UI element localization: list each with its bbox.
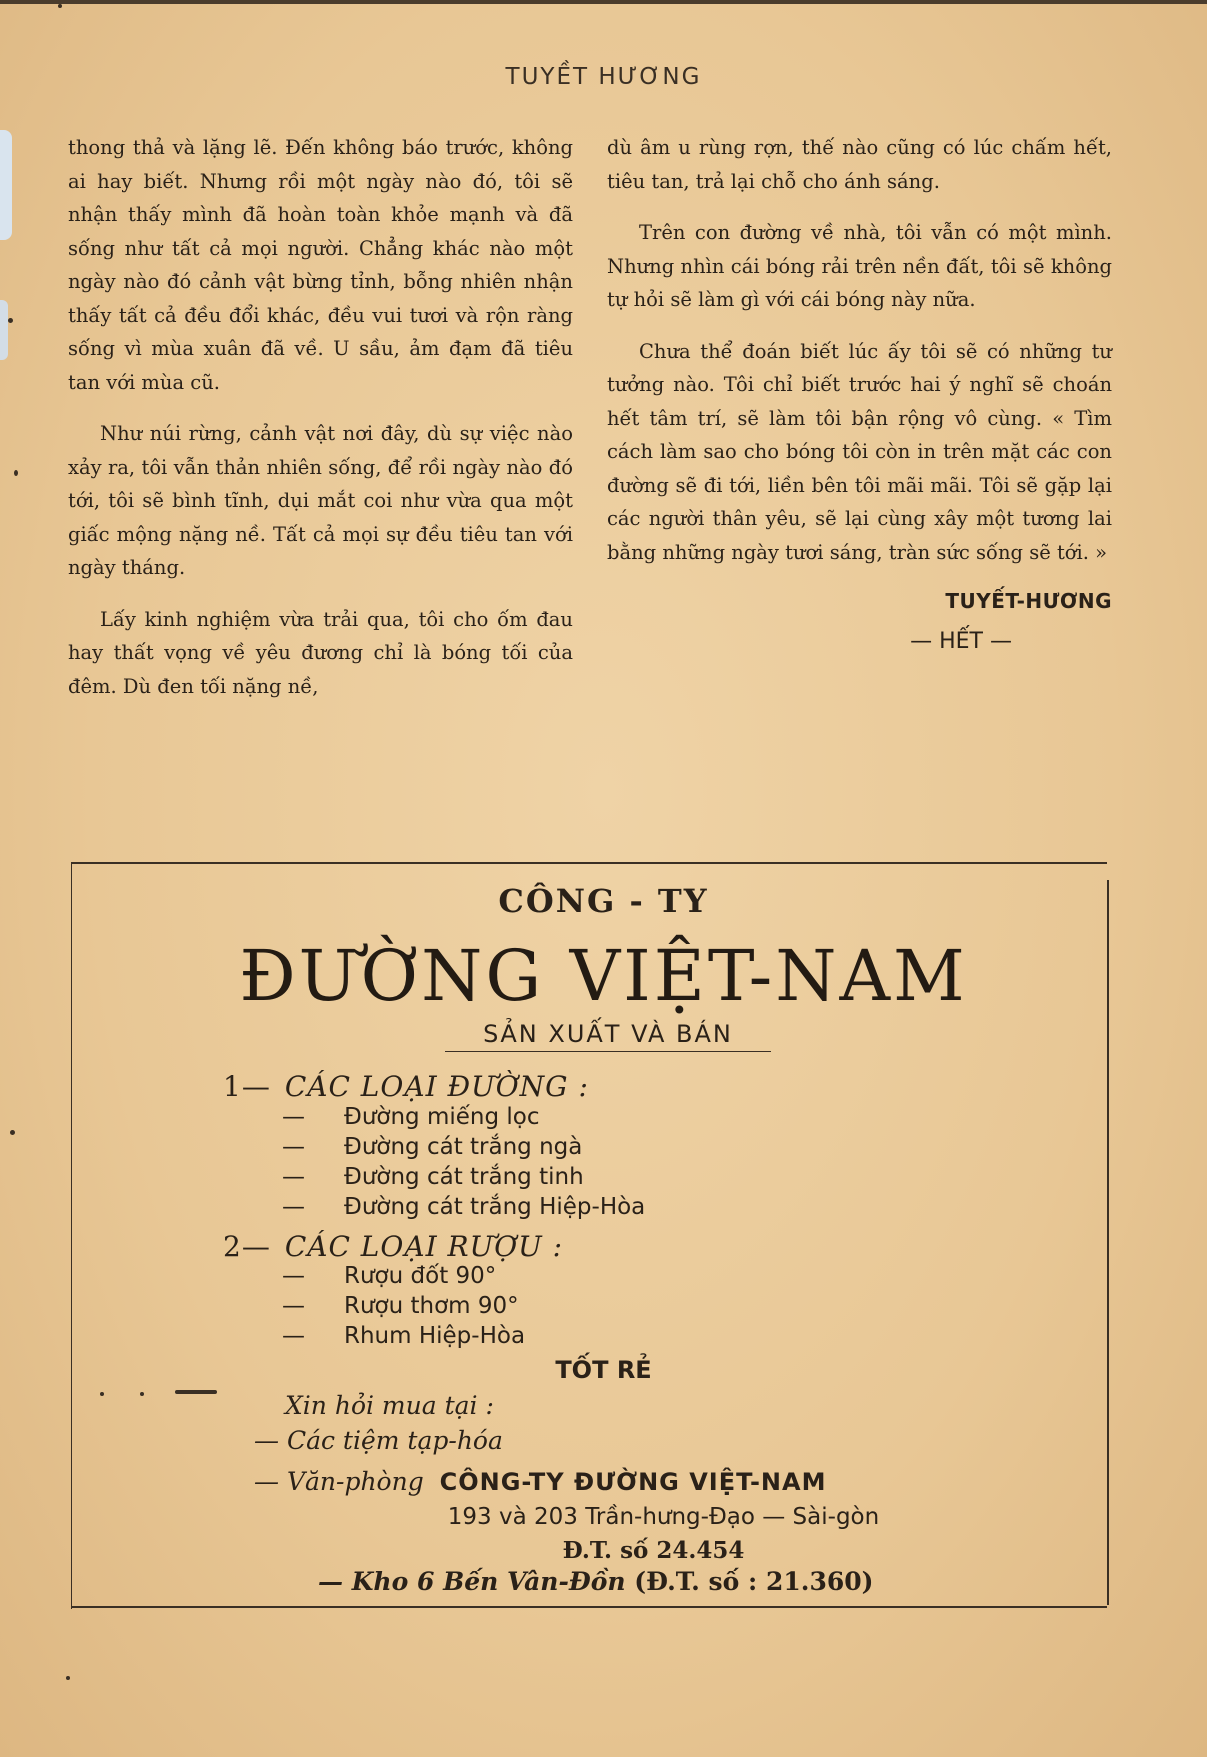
paragraph: thong thả và lặng lẽ. Đến không báo trước, không ai hay biết. Nhưng rồi một ngày nào đó, tôi sẽ nhận thấy mình đã hoàn toàn khỏe mạnh và đã sống như tất cả mọi người. Chẳng khác nào một ngày nào đó cảnh vật bừng tỉnh, bỗng nhiên nhận thấy tất cả đều đổi khác, đều vui tươi và rộn ràng sống vì mùa xuân đã về. U sầu, ảm đạm đã tiêu tan với mùa cũ. xyxy=(68,136,573,394)
ad-buy-store: — Các tiệm tạp-hóa xyxy=(254,1426,503,1455)
ad-list-item: — Đường cát trắng Hiệp-Hòa xyxy=(282,1194,646,1220)
paragraph: Trên con đường về nhà, tôi vẫn có một mình. Nhưng nhìn cái bóng rải trên nền đất, tôi sẽ không tự hỏi sẽ làm gì với cái bóng này nữa. xyxy=(607,221,1112,311)
ad-buy-intro: Xin hỏi mua tại : xyxy=(285,1391,494,1420)
text-column-right xyxy=(607,131,1112,658)
paragraph: Chưa thể đoán biết lúc ấy tôi sẽ có những tư tưởng nào. Tôi chỉ biết trước hai ý nghĩ sẽ choán hết tâm trí, sẽ làm tôi bận rộng vô cùng. « Tìm cách làm sao cho bóng tôi còn in trên mặt các con đường sẽ đi tới, liền bên tôi mãi mãi. Tôi sẽ gặp lại các người thân yêu, sẽ lại cùng xây một tương lai bằng những ngày tươi sáng, tràn sức sống sẽ tới. » xyxy=(607,339,1112,564)
ad-company-label: CÔNG - TY xyxy=(498,882,709,920)
section-title: CÁC LOẠI ĐƯỜNG : xyxy=(284,1070,589,1103)
ad-section-2-title xyxy=(223,1230,563,1263)
ad-border-bottom xyxy=(72,1606,1107,1608)
ad-warehouse: — Kho 6 Bến Vân-Đồn (Đ.T. số : 21.360) xyxy=(318,1567,874,1596)
paper-scratch xyxy=(175,1390,217,1394)
ad-list-item: — Rhum Hiệp-Hòa xyxy=(282,1323,526,1349)
paper-speck xyxy=(14,470,18,476)
text-column-left xyxy=(68,131,573,721)
page-top-edge xyxy=(0,0,1207,4)
ad-list-item: — Đường cát trắng ngà xyxy=(282,1134,583,1160)
paragraph: Lấy kinh nghiệm vừa trải qua, tôi cho ốm đau hay thất vọng về yêu đương chỉ là bóng tối của đêm. Dù đen tối nặng nề, xyxy=(68,607,573,698)
ad-phone: Đ.T. số 24.454 xyxy=(562,1537,745,1564)
running-head: TUYỀT HƯƠNG xyxy=(505,64,702,90)
ad-list-item: — Đường cát trắng tinh xyxy=(282,1164,584,1190)
paragraph: Như núi rừng, cảnh vật nơi đây, dù sự việc nào xảy ra, tôi vẫn thản nhiên sống, để rồi ngày nào đó tới, tôi sẽ bình tĩnh, dụi mắt coi như vừa qua một giấc mộng nặng nề. Tất cả mọi sự đều tiêu tan với ngày tháng. xyxy=(68,422,573,579)
end-mark: — HẾT — xyxy=(910,628,1012,654)
paper-speck xyxy=(66,1676,70,1680)
paper-speck xyxy=(8,318,13,323)
ad-subtitle: SẢN XUẤT VÀ BÁN xyxy=(445,1020,771,1052)
paper-speck xyxy=(100,1392,104,1396)
page-torn-edge-lower xyxy=(0,300,8,360)
paragraph: dù âm u rùng rợn, thế nào cũng có lúc chấm hết, tiêu tan, trả lại chỗ cho ánh sáng. xyxy=(607,136,1112,193)
ad-office-name: CÔNG-TY ĐƯỜNG VIỆT-NAM xyxy=(439,1468,827,1496)
section-title: CÁC LOẠI RƯỢU : xyxy=(284,1230,564,1263)
ad-buy-office: — Văn-phòng CÔNG-TY ĐƯỜNG VIỆT-NAM xyxy=(254,1467,827,1496)
paper-speck xyxy=(10,1130,15,1135)
ad-list-item: — Rượu đốt 90° xyxy=(282,1263,497,1289)
ad-section-1-title xyxy=(223,1070,589,1103)
paper-speck xyxy=(58,4,62,8)
author-signature: TUYẾT-HƯƠNG xyxy=(945,589,1112,613)
section-number: 2— xyxy=(223,1230,271,1263)
paper-speck xyxy=(140,1392,144,1396)
ad-address: 193 và 203 Trần-hưng-Đạo — Sài-gòn xyxy=(447,1504,880,1530)
page-torn-edge xyxy=(0,130,12,240)
ad-list-item: — Rượu thơm 90° xyxy=(282,1293,519,1319)
section-number: 1— xyxy=(223,1070,271,1103)
ad-list-item: — Đường miếng lọc xyxy=(282,1104,540,1130)
ad-title: ĐƯỜNG VIỆT-NAM xyxy=(239,935,968,1017)
ad-tagline: TỐT RẺ xyxy=(555,1356,652,1384)
